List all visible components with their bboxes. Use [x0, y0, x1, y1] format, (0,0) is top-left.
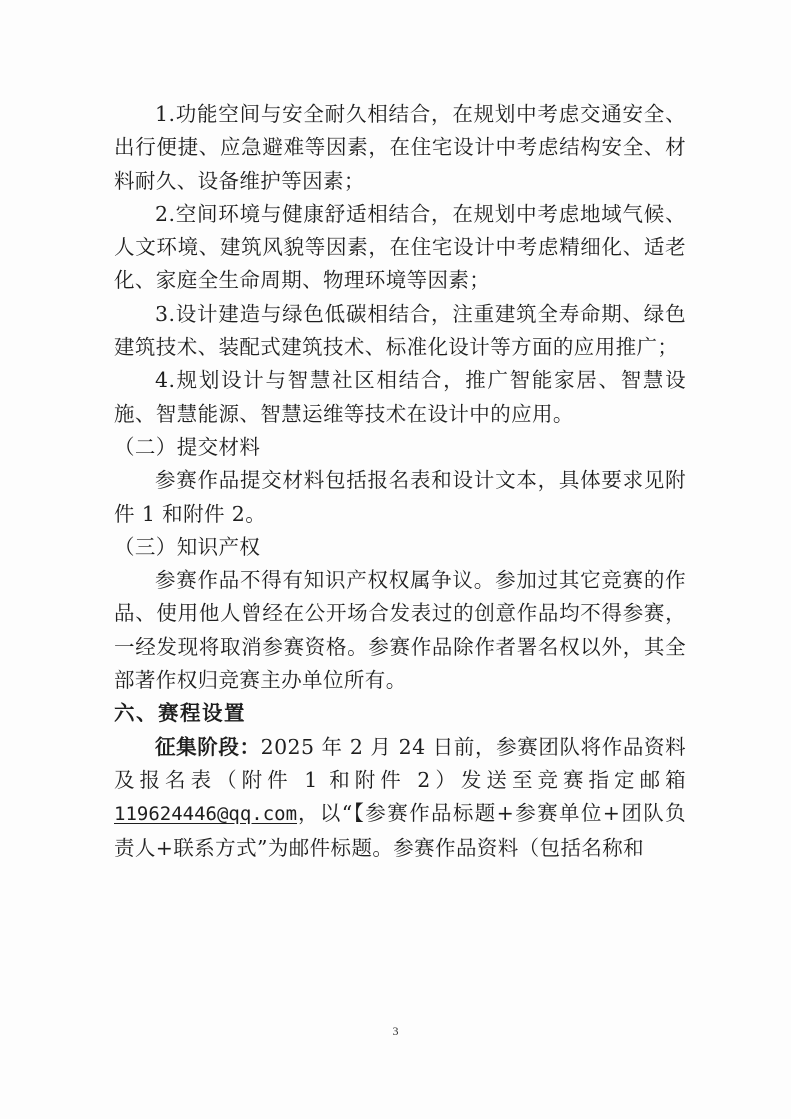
page-number: 3 — [392, 1024, 399, 1038]
ip-heading: （三）知识产权 — [114, 534, 261, 559]
principle-paragraph-3: 3.设计建造与绿色低碳相结合，注重建筑全寿命期、绿色建筑技术、装配式建筑技术、标准化设计等方面的应用推广； — [114, 301, 686, 360]
document-body — [114, 98, 686, 865]
principle-paragraph-1: 1.功能空间与安全耐久相结合，在规划中考虑交通安全、出行便捷、应急避难等因素，在住宅设计中考虑结构安全、材料耐久、设备维护等因素； — [114, 102, 686, 193]
ip-paragraph: 参赛作品不得有知识产权权属争议。参加过其它竞赛的作品、使用他人曾经在公开场合发表过的创意作品均不得参赛，一经发现将取消参赛资格。参赛作品除作者署名权以外，其全部著作权归竞赛主办单位所有。 — [114, 568, 686, 693]
schedule-text-before-email: 2025 年 2 月 24 日前，参赛团队将作品资料及报名表（附件 1 和附件 2）发送至竞赛指定邮箱 — [114, 734, 687, 792]
stage-label: 征集阶段： — [155, 734, 261, 759]
email-link[interactable]: 119624446@qq.com — [114, 803, 298, 826]
principle-paragraph-4: 4.规划设计与智慧社区相结合，推广智能家居、智慧设施、智慧能源、智慧运维等技术在设计中的应用。 — [114, 368, 686, 426]
submission-paragraph: 参赛作品提交材料包括报名表和设计文本，具体要求见附件 1 和附件 2。 — [114, 468, 686, 526]
schedule-text-after-email: ，以“【参赛作品标题+参赛单位+团队负责人+联系方式”为邮件标题。参赛作品资料（包括名称和 — [114, 801, 686, 860]
schedule-heading: 六、赛程设置 — [114, 701, 246, 726]
submission-heading: （二）提交材料 — [114, 434, 261, 459]
schedule-paragraph — [114, 731, 686, 865]
principle-paragraph-2: 2.空间环境与健康舒适相结合，在规划中考虑地域气候、人文环境、建筑风貌等因素，在住宅设计中考虑精细化、适老化、家庭全生命周期、物理环境等因素； — [114, 201, 686, 293]
